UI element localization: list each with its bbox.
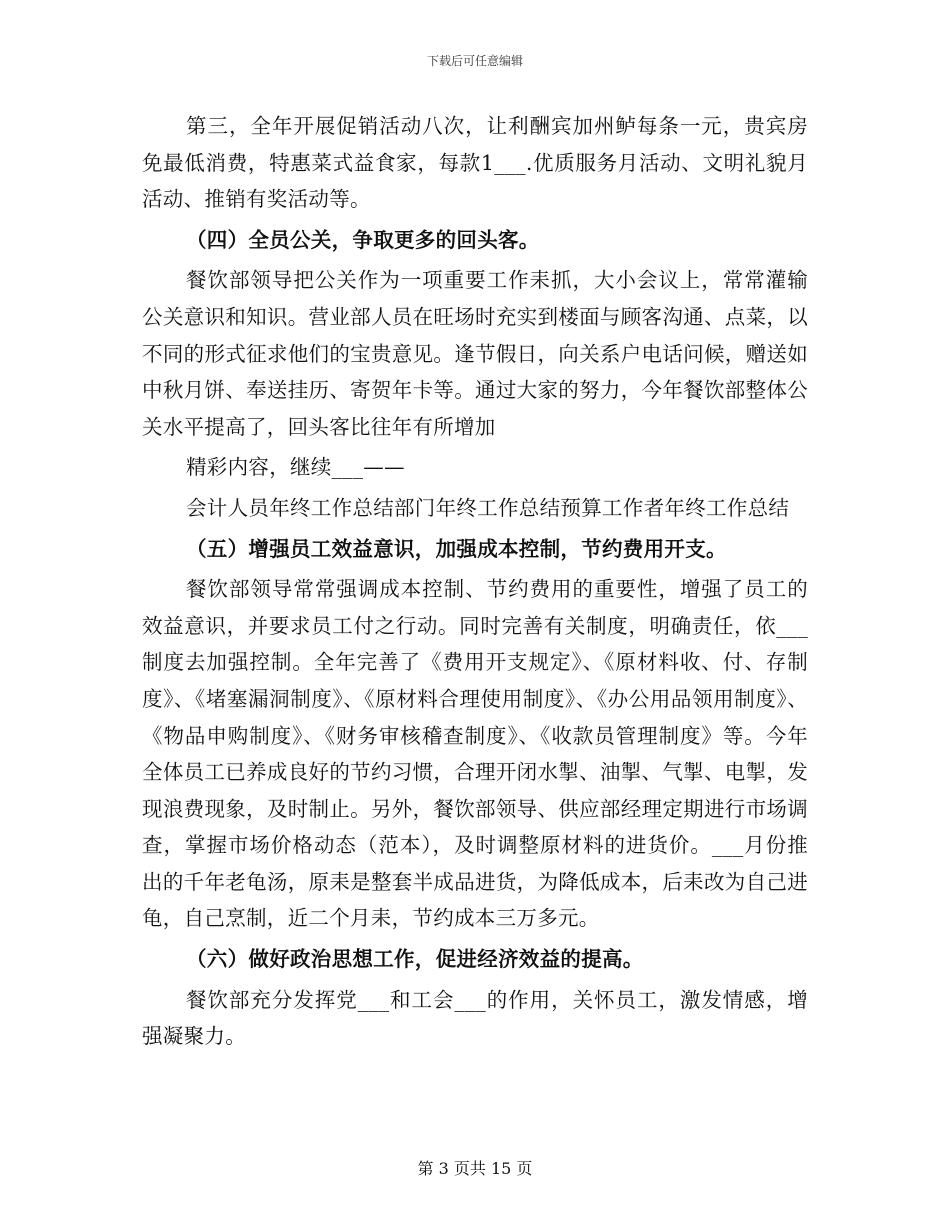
section-heading-5: （五）增强员工效益意识，加强成本控制，节约费用开支。	[186, 536, 727, 561]
document-body	[142, 108, 808, 1055]
paragraph-promotions: 第三，全年开展促销活动八次，让利酬宾加州鲈每条一元，贵宾房免最低消费，特惠菜式益食家，每款1___.优质服务月活动、文明礼貌月活动、推销有奖活动等。	[142, 114, 808, 212]
section-heading-6: （六）做好政治思想工作，促进经济效益的提高。	[186, 947, 644, 972]
paragraph-cost-control: 餐饮部领导常常强调成本控制、节约费用的重要性，增强了员工的效益意识，并要求员工付之行动。同时完善有关制度，明确责任，依___制度去加强控制。全年完善了《费用开支规定》、《原材料收、付、存制度》、《堵塞漏洞制度》、《原材料合理使用制度》、《办公用品领用制度》、《物品申购制度》、《财务审核稽查制度》、《收款员管理制度》等。今年全体员工已养成良好的节约习惯，合理开闭水掣、油掣、气掣、电掣，发现浪费现象，及时制止。另外，餐饮部领导、供应部经理定期进行市场调查，掌握市场价格动态（范本），及时调整原材料的进货价。___月份推出的千年老龟汤，原耒是整套半成品进货，为降低成本，后耒改为自己进龟，自己烹制，近二个月耒，节约成本三万多元。	[142, 577, 808, 931]
paragraph-political-work: 餐饮部充分发挥党___和工会___的作用，关怀员工，激发情感，增强凝聚力。	[142, 987, 808, 1049]
page-footer: 第 3 页共 15 页	[417, 1159, 533, 1178]
section-heading-4: （四）全员公关，争取更多的回头客。	[186, 227, 540, 252]
paragraph-continue: 精彩内容，继续___——	[186, 455, 405, 480]
paragraph-related-links: 会计人员年终工作总结部门年终工作总结预算工作者年终工作总结	[186, 495, 790, 520]
paragraph-public-relations: 餐饮部领导把公关作为一项重要工作耒抓，大小会议上，常常灌输公关意识和知识。营业部人员在旺场时充实到楼面与顾客沟通、点菜，以不同的形式征求他们的宝贵意见。逢节假日，向关系户电话问候，赠送如中秋月饼、奉送挂历、寄贺年卡等。通过大家的努力，今年餐饮部整体公关水平提高了，回头客比往年有所增加	[142, 268, 808, 439]
page-header: 下载后可任意编辑	[426, 54, 523, 68]
